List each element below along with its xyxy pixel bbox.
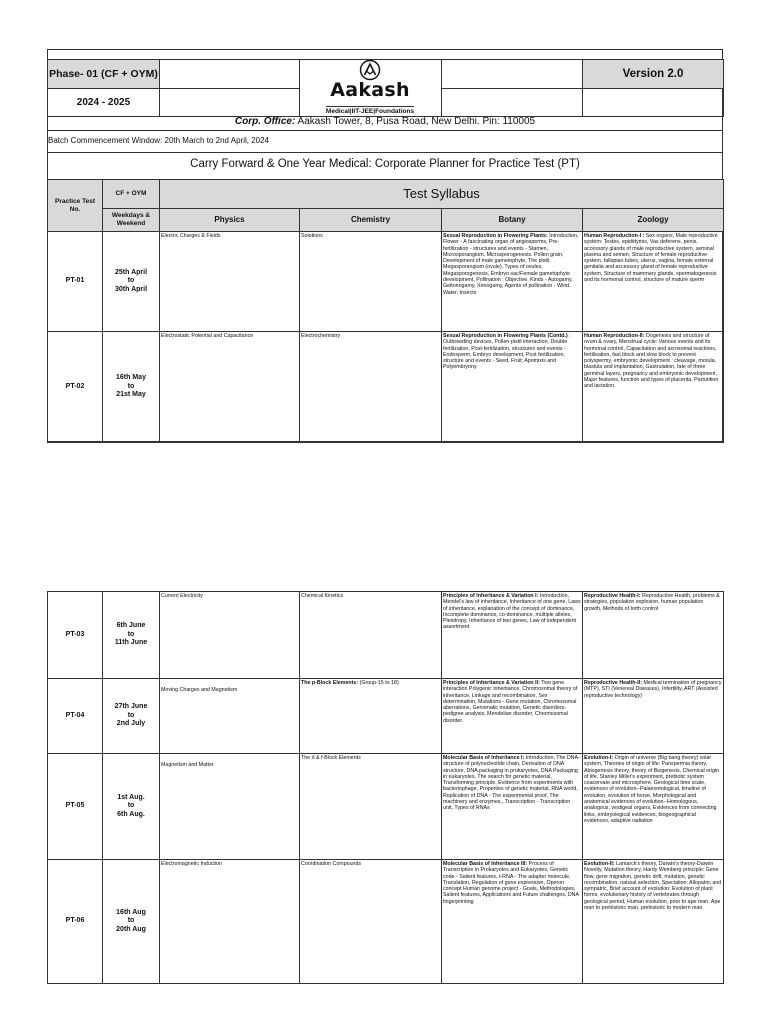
botany-topic: Principles of Inheritance & Variation II: Two gene interaction Polygenic inheritance, Chromosomal theory of inheritance, Linkage and recombination, Sex determination, Mutations - Gene mutation, Chromosomal aberrations, Genomatic mutation, Genetic disorders-pedigree analysis, Mendelian disorder, Chromosomal disorder. xyxy=(442,679,583,754)
pt-date: 25th April to 30th April xyxy=(103,232,160,332)
chemistry-topic: The d & f-Block Elements xyxy=(300,754,442,860)
botany-topic: Sexual Reproduction in Flowering Plants (Contd.) : Outbreeding devices, Pollen-pistil interaction, Double fertilization, Post-fertilization, structures and events - Endosperm, Embryo development, Post fertilization, structure and events - Seed, Fruit; Apomixis and Polyembryony. xyxy=(442,332,583,443)
chemistry-topic: Coordination Compounds xyxy=(300,860,442,984)
col-physics: Physics xyxy=(160,209,300,232)
planner-title: Carry Forward & One Year Medical: Corporate Planner for Practice Test (PT) xyxy=(190,158,580,170)
pt-number: PT-05 xyxy=(48,754,103,860)
zoology-topic: Human Reproduction-I : Sex organs, Male reproductive system: Testes, epididymis, Vas deferens, penis, accessory glands of male reproductive system, seminal plasma and semen, Structure of female reproductive system, fallopian tubes, uterus, vagina, female external genitalia and accessory gland of female reproductive system, Structure of mammary glands, spermatogenesis and its hormonal control, structure of mature sperm xyxy=(583,232,724,332)
syllabus-table-2 xyxy=(47,591,724,984)
table-row xyxy=(48,232,724,332)
col-weekdays: Weekdays & Weekend xyxy=(103,209,160,232)
zoology-topic: Evolution-II: Lamarck's theory, Darwin's theory-Darwin Novelty, Mutation theory, Hardy Weinberg principle: Gene flow, gene migration, genetic drift, mutation, genetic recombination, natural selection, Speciation: Allopatric and sympatric, Brief account of evolution: Evolution of plant forms, evolutionary history of vertebrates through geological period, Human evolution, prior to ape man, Ape man to prehistoric man, prehistoric to modern man xyxy=(583,860,724,984)
physics-topic: Current Electricity xyxy=(160,592,300,679)
pt-date: 6th June to 11th June xyxy=(103,592,160,679)
botany-topic: Molecular Basis of Inheritance I: Introduction, The DNA-structure of polynucleotide chain, Derivation of DNA structure, DNA packaging in prokaryotes, DNA Packaging in eukaryotes, The search for genetic material, Transforming principle, Evidence from experiments with bacteriophage, Properties of genetic material, RNA world, Replication of DNA - The experimental proof, The machinery and enzymes., Transcription - Transcription unit, Types of RNAs xyxy=(442,754,583,860)
aakash-emblem-icon xyxy=(359,59,381,81)
pt-number: PT-06 xyxy=(48,860,103,984)
physics-topic: Magnetism and Matter xyxy=(160,754,300,860)
pt-number: PT-02 xyxy=(48,332,103,443)
zoology-topic: Human Reproduction-II: Oogenesis and structure of ovum & ovary, Menstrual cycle: Various events and its hormonal control, Capacitation and acrosomal reactions, fertilisation, fast block and slow block to prevent polyspermy, embryonic development : cleavage, morula, blastula and implantation, Gastrulation, fate of three germinal layers, pregnancy and embryonic development, Major features, function and types of placenta, Parturition and lactation. xyxy=(583,332,724,443)
zoology-topic: Reproductive Health-II: Medical termination of pregnancy (MTP), STI (Venereal Diseases), Infertility, ART (Assisted reproductive technology) xyxy=(583,679,724,754)
physics-topic: Electrostatic Potential and Capacitance xyxy=(160,332,300,443)
aakash-logo xyxy=(299,59,441,116)
zoology-topic: Evolution-I: Origin of universe (Big bang theory) solar system, Theories of origin of life: Panspermia theory, Abiogenesis theory, theory of Biogenesis, Chemical origin of life, Stanley Miller's experiment, prebiotic system coacervate and microsphere, Geological time scale, evidences of evolution--Palaeontological, timeline of evolution, evolution of horse, Morphological and anatomical evidences of evolution--Homologous, analogous, vestigeal organs, Evidences from connecting links, embryological evidences, biogeographical evidences, adaptive radiation xyxy=(583,754,724,860)
botany-topic: Molecular Basis of Inheritance III: Process of Transcription in Prokaryotes and Eukaryotes, Genetic code - Salient features, t-RNA - The adapter molecule, Translation, Regulation of gene expression, Operon concept Human genome project - Goals, Methodologies, Salient features, Applications and Future challenges, DNA fingerprinting xyxy=(442,860,583,984)
table-row xyxy=(48,332,724,443)
table-row xyxy=(48,592,724,679)
pt-date: 16th May to 21st May xyxy=(103,332,160,443)
botany-topic: Sexual Reproduction in Flowering Plants: Introduction, Flower - A fascinating organ of angiosperms, Pre-fertilization - structures and events - Stamen, Microsporangium, Microsporogenesis. Pollen grain, Development of male gametophyte, The pistil, Megasporangium (ovule), Types of ovules, Megasporogenesis, Embryo sac/Female gametophyte development, Pollination : Objective, Kinds - Autogamy, Geitonogamy, Xenogamy, Agents of pollination - Wind, Water, Insects xyxy=(442,232,583,332)
version-label: Version 2.0 xyxy=(583,60,724,89)
pt-number: PT-01 xyxy=(48,232,103,332)
phase-label: Phase- 01 (CF + OYM) xyxy=(48,60,160,89)
zoology-topic: Reproductive Health-I: Reproductive Health, problems & strategies, population explosion, human population growth, Methods of birth control xyxy=(583,592,724,679)
col-botany: Botany xyxy=(442,209,583,232)
col-chemistry: Chemistry xyxy=(300,209,442,232)
pt-date: 1st Aug. to 6th Aug. xyxy=(103,754,160,860)
pt-date: 27th June to 2nd July xyxy=(103,679,160,754)
table-row xyxy=(48,679,724,754)
logo-wordmark: Aakash xyxy=(330,79,410,101)
chemistry-topic: Electrochemistry xyxy=(300,332,442,443)
table-row xyxy=(48,754,724,860)
batch-window: Batch Commencement Window: 20th March to 2nd April, 2024 xyxy=(48,136,269,145)
table-row xyxy=(48,860,724,984)
pt-date: 16th Aug to 20th Aug xyxy=(103,860,160,984)
pt-number: PT-03 xyxy=(48,592,103,679)
pt-number: PT-04 xyxy=(48,679,103,754)
col-test-syllabus: Test Syllabus xyxy=(160,180,724,209)
year-label: 2024 - 2025 xyxy=(48,89,160,117)
col-practice-test: Practice Test No. xyxy=(48,180,103,232)
col-zoology: Zoology xyxy=(583,209,724,232)
chemistry-topic: Chemical Kinetics xyxy=(300,592,442,679)
col-cf-oym: CF + OYM xyxy=(103,180,160,209)
physics-topic: Moving Charges and Magnetism xyxy=(160,679,300,754)
corp-office-address: Aakash Tower, 8, Pusa Road, New Delhi. Pin: 110005 xyxy=(297,116,536,127)
corp-office-line xyxy=(47,116,723,129)
corp-office-label: Corp. Office: xyxy=(234,116,296,127)
syllabus-table-1 xyxy=(47,179,724,443)
chemistry-topic: Solutions xyxy=(300,232,442,332)
botany-topic: Principles of Inheritance & Variation I: Introduction, Mendel's law of inheritance, Inheritance of one gene, Laws of inheritance, explanation of the concept of dominance, Incomplete dominance, co-dominance, multiple alleles, Pleiotropy, Inheritance of two genes, Law of independent assortment xyxy=(442,592,583,679)
logo-tagline: Medical|IIT-JEE|Foundations xyxy=(325,108,415,115)
chemistry-topic: The p-Block Elements: (Group-15 to 18) xyxy=(300,679,442,754)
physics-topic: Electromagnetic Induction xyxy=(160,860,300,984)
physics-topic: Electric Charges & Fields xyxy=(160,232,300,332)
